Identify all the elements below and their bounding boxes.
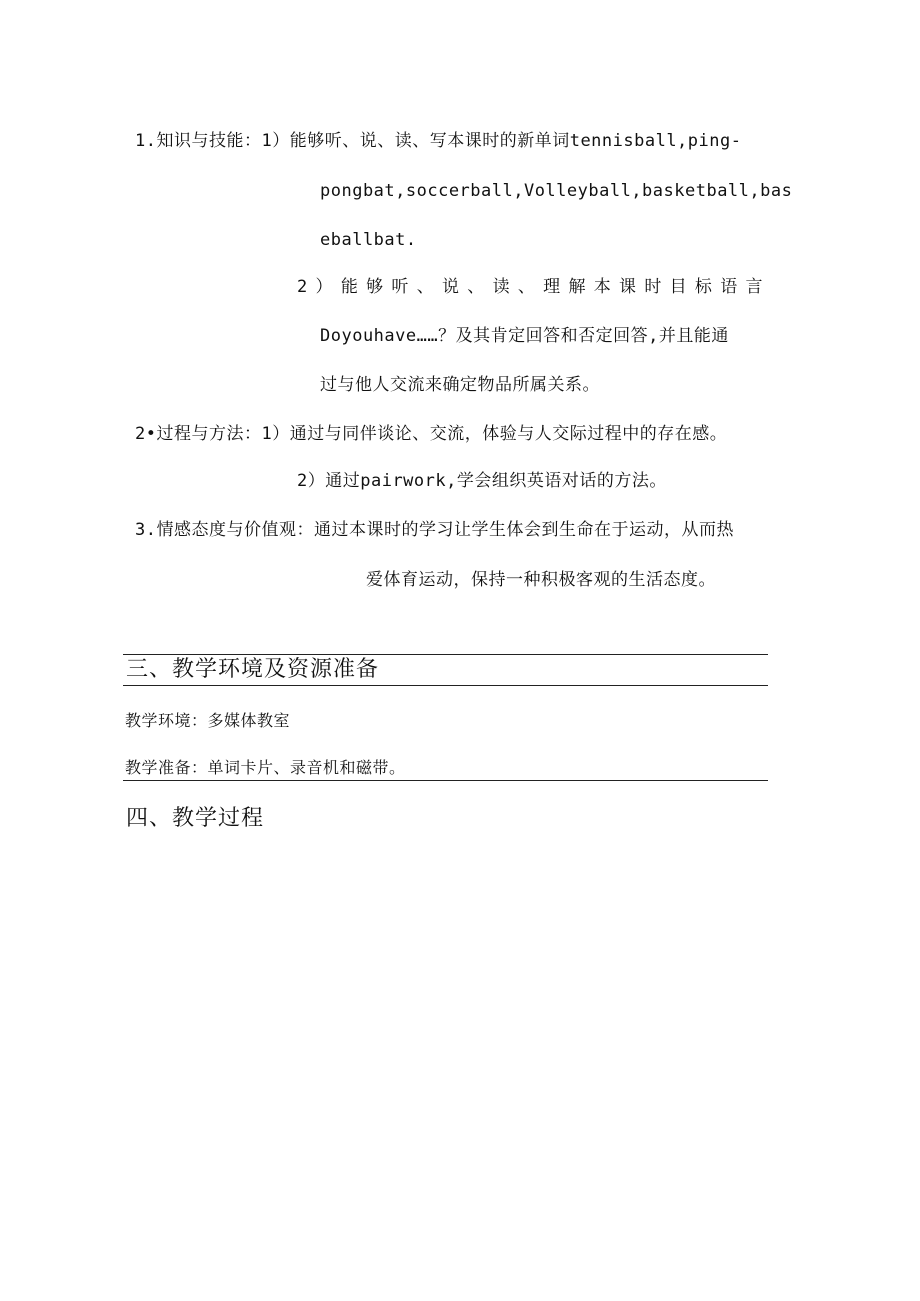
knowledge-item2-line-1: 2）能够听、说、读、理解本课时目标语言 (297, 277, 763, 297)
knowledge-line-1: 1.知识与技能：1）能够听、说、读、写本课时的新单词tennisball,ping- (135, 131, 742, 151)
process-line-2: 2）通过pairwork,学会组织英语对话的方法。 (297, 471, 667, 491)
knowledge-item2-line-2: Doyouhave……？及其肯定回答和否定回答,并且能通 (320, 326, 729, 346)
section4-heading: 四、教学过程 (126, 806, 265, 831)
section3-bottom-rule (123, 685, 768, 686)
teaching-environment: 教学环境：多媒体教室 (125, 711, 291, 730)
section3-heading: 三、教学环境及资源准备 (126, 657, 380, 682)
attitude-line-2: 爱体育运动，保持一种积极客观的生活态度。 (366, 570, 716, 590)
process-line-1: 2•过程与方法：1）通过与同伴谈论、交流，体验与人交际过程中的存在感。 (135, 424, 728, 444)
section3-end-rule (123, 780, 768, 781)
knowledge-item2-line-3: 过与他人交流来确定物品所属关系。 (320, 375, 600, 395)
section3-top-rule (123, 654, 768, 655)
knowledge-line-2: pongbat,soccerball,Volleyball,basketball,bas (320, 181, 793, 201)
attitude-line-1: 3.情感态度与价值观：通过本课时的学习让学生体会到生命在于运动，从而热 (135, 520, 734, 540)
knowledge-line-3: eballbat. (320, 230, 417, 250)
teaching-preparation: 教学准备：单词卡片、录音机和磁带。 (125, 758, 406, 777)
